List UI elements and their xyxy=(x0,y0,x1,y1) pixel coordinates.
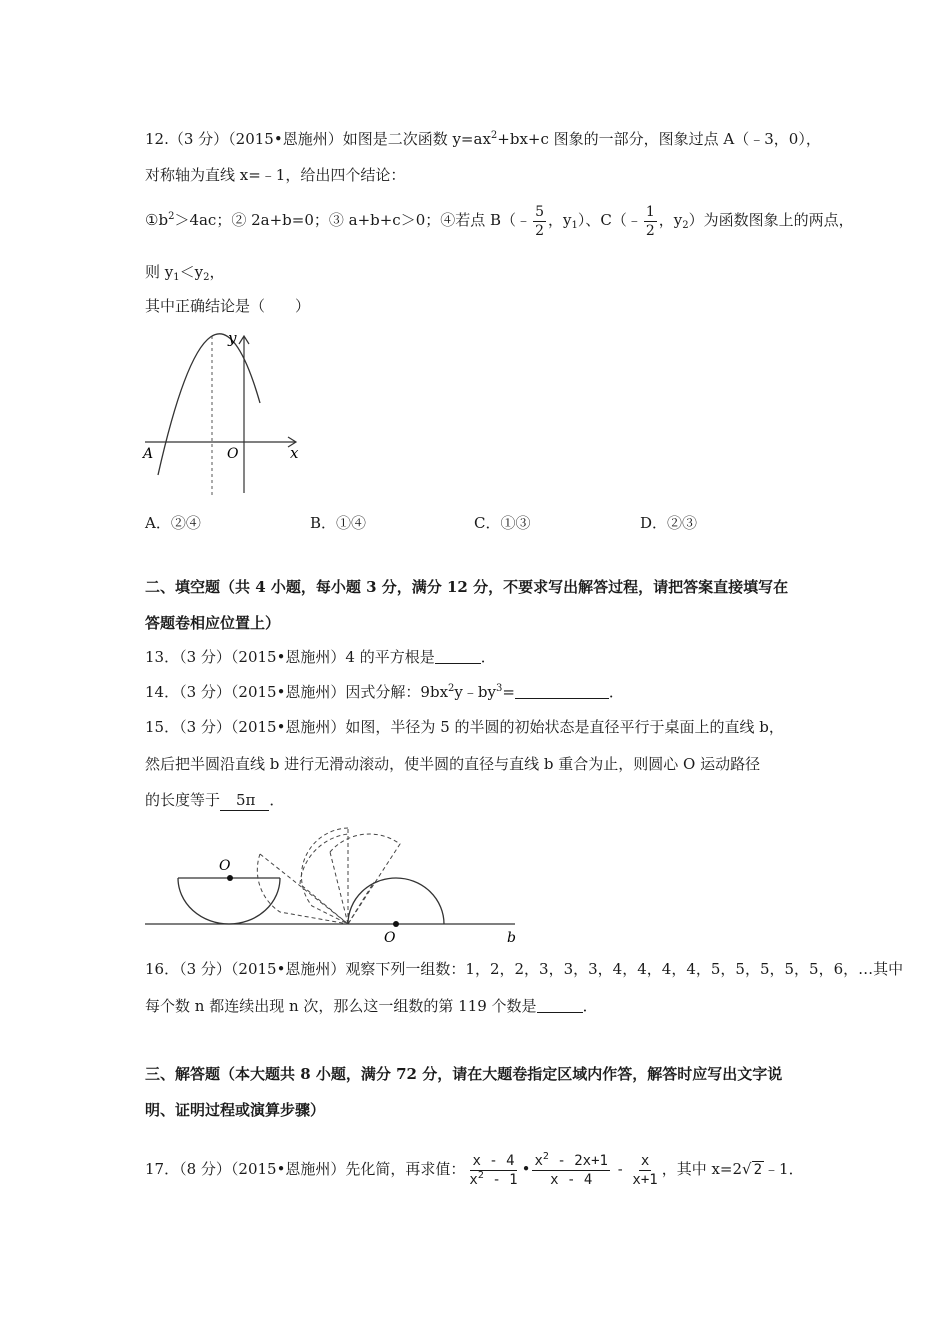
q13-answer-blank[interactable] xyxy=(435,647,481,664)
b-label: b xyxy=(507,930,516,946)
q17-fraction-3: $\frac{x}{x+1}$ xyxy=(632,1152,658,1188)
center-dot-initial xyxy=(227,875,233,881)
q12-line2: 对称轴为直线 x=﹣1，给出四个结论： xyxy=(145,166,406,184)
y-label: y xyxy=(228,329,237,347)
q12-line5: 其中正确结论是（ ） xyxy=(145,297,311,315)
q12-line1: 12.（3 分）（2015•恩施州）如图是二次函数 $y=ax^2+bx+c$ 图象的一部分，图象过点 A（﹣3，0）， xyxy=(145,130,821,148)
q16-line1: 16．（3 分）（2015•恩施州）观察下列一组数：1，2，2，3，3，3，4，4，4，4，5，5，5，5，5，6，…其中 xyxy=(145,960,904,978)
section3-heading-line2: 明、证明过程或演算步骤） xyxy=(145,1101,326,1119)
sqrt-value: 2 xyxy=(753,1162,763,1178)
origin-label: O xyxy=(227,446,239,462)
section2-heading-line1: 二、填空题（共 4 小题，每小题 3 分，满分 12 分，不要求写出解答过程，请把答案直接填写在 xyxy=(145,578,789,596)
rolling-semicircle-figure xyxy=(140,822,530,947)
q15-line3: 的长度等于 5π ． xyxy=(145,791,285,809)
initial-semicircle xyxy=(178,878,280,924)
q17-fraction-2: $\frac{x^2 - 2x+1}{x - 4}$ xyxy=(534,1150,608,1188)
q17: 17．（8 分）（2015•恩施州）先化简，再求值： $\frac{x - 4}{x^2 - 1}$ • $\frac{x^2 - 2x+1}{x - 4}$ - $\frac{x}{x+1}$ ，其中 x=2√ 2 ﹣1． xyxy=(145,1150,804,1188)
center-dot-final xyxy=(393,921,399,927)
parabola-curve xyxy=(158,334,260,475)
section2-heading-line2: 答题卷相应位置上） xyxy=(145,614,281,632)
q15-line2: 然后把半圆沿直线 b 进行无滑动滚动，使半圆的直径与直线 b 重合为止，则圆心 O 运动路径 xyxy=(145,755,761,773)
sqrt-sign: √ xyxy=(742,1160,752,1178)
q13: 13．（3 分）（2015•恩施州）4 的平方根是 ． xyxy=(145,648,496,666)
q15-line1: 15．（3 分）（2015•恩施州）如图，半径为 5 的半圆的初始状态是直径平行于桌面上的直线 b， xyxy=(145,718,784,736)
q12-line4: 则 $y_1<y_2$， xyxy=(145,263,225,283)
option-a[interactable]: A．②④ xyxy=(145,514,201,532)
q12-conclusions: $①b^2>4ac$；② 2a+b=0；③ a+b+c＞0；④若点 B（﹣ $\frac{5}{2}$ ，$y_1$）、C（﹣ $\frac{1}{2}$ ，$y_2$）为函数图象上的两点， xyxy=(145,203,854,239)
q16-answer-blank[interactable] xyxy=(537,996,583,1013)
fraction-1-2: $\frac{1}{2}$ xyxy=(645,203,655,239)
o-label-final: O xyxy=(384,930,396,946)
o-label-initial: O xyxy=(219,858,231,874)
fraction-5-2: $\frac{5}{2}$ xyxy=(535,203,544,239)
q15-answer: 5π xyxy=(220,790,269,811)
option-d[interactable]: D．②③ xyxy=(640,514,698,532)
section3-heading-line1: 三、解答题（本大题共 8 小题，满分 72 分，请在大题卷指定区域内作答，解答时应写出文字说 xyxy=(145,1065,783,1083)
option-b[interactable]: B．①④ xyxy=(310,514,367,532)
q16-line2: 每个数 n 都连续出现 n 次，那么这一组数的第 119 个数是 ． xyxy=(145,997,598,1015)
q14: 14．（3 分）（2015•恩施州）因式分解：$9bx^2y﹣by^3=$ ． xyxy=(145,683,624,701)
q14-answer-blank[interactable] xyxy=(515,682,609,699)
q17-fraction-1: $\frac{x - 4}{x^2 - 1}$ xyxy=(469,1152,518,1188)
option-c[interactable]: C．①③ xyxy=(474,514,531,532)
final-semicircle xyxy=(348,878,444,924)
x-label: x xyxy=(290,444,299,462)
parabola-graph xyxy=(140,325,310,500)
point-a-label: A xyxy=(143,446,154,462)
